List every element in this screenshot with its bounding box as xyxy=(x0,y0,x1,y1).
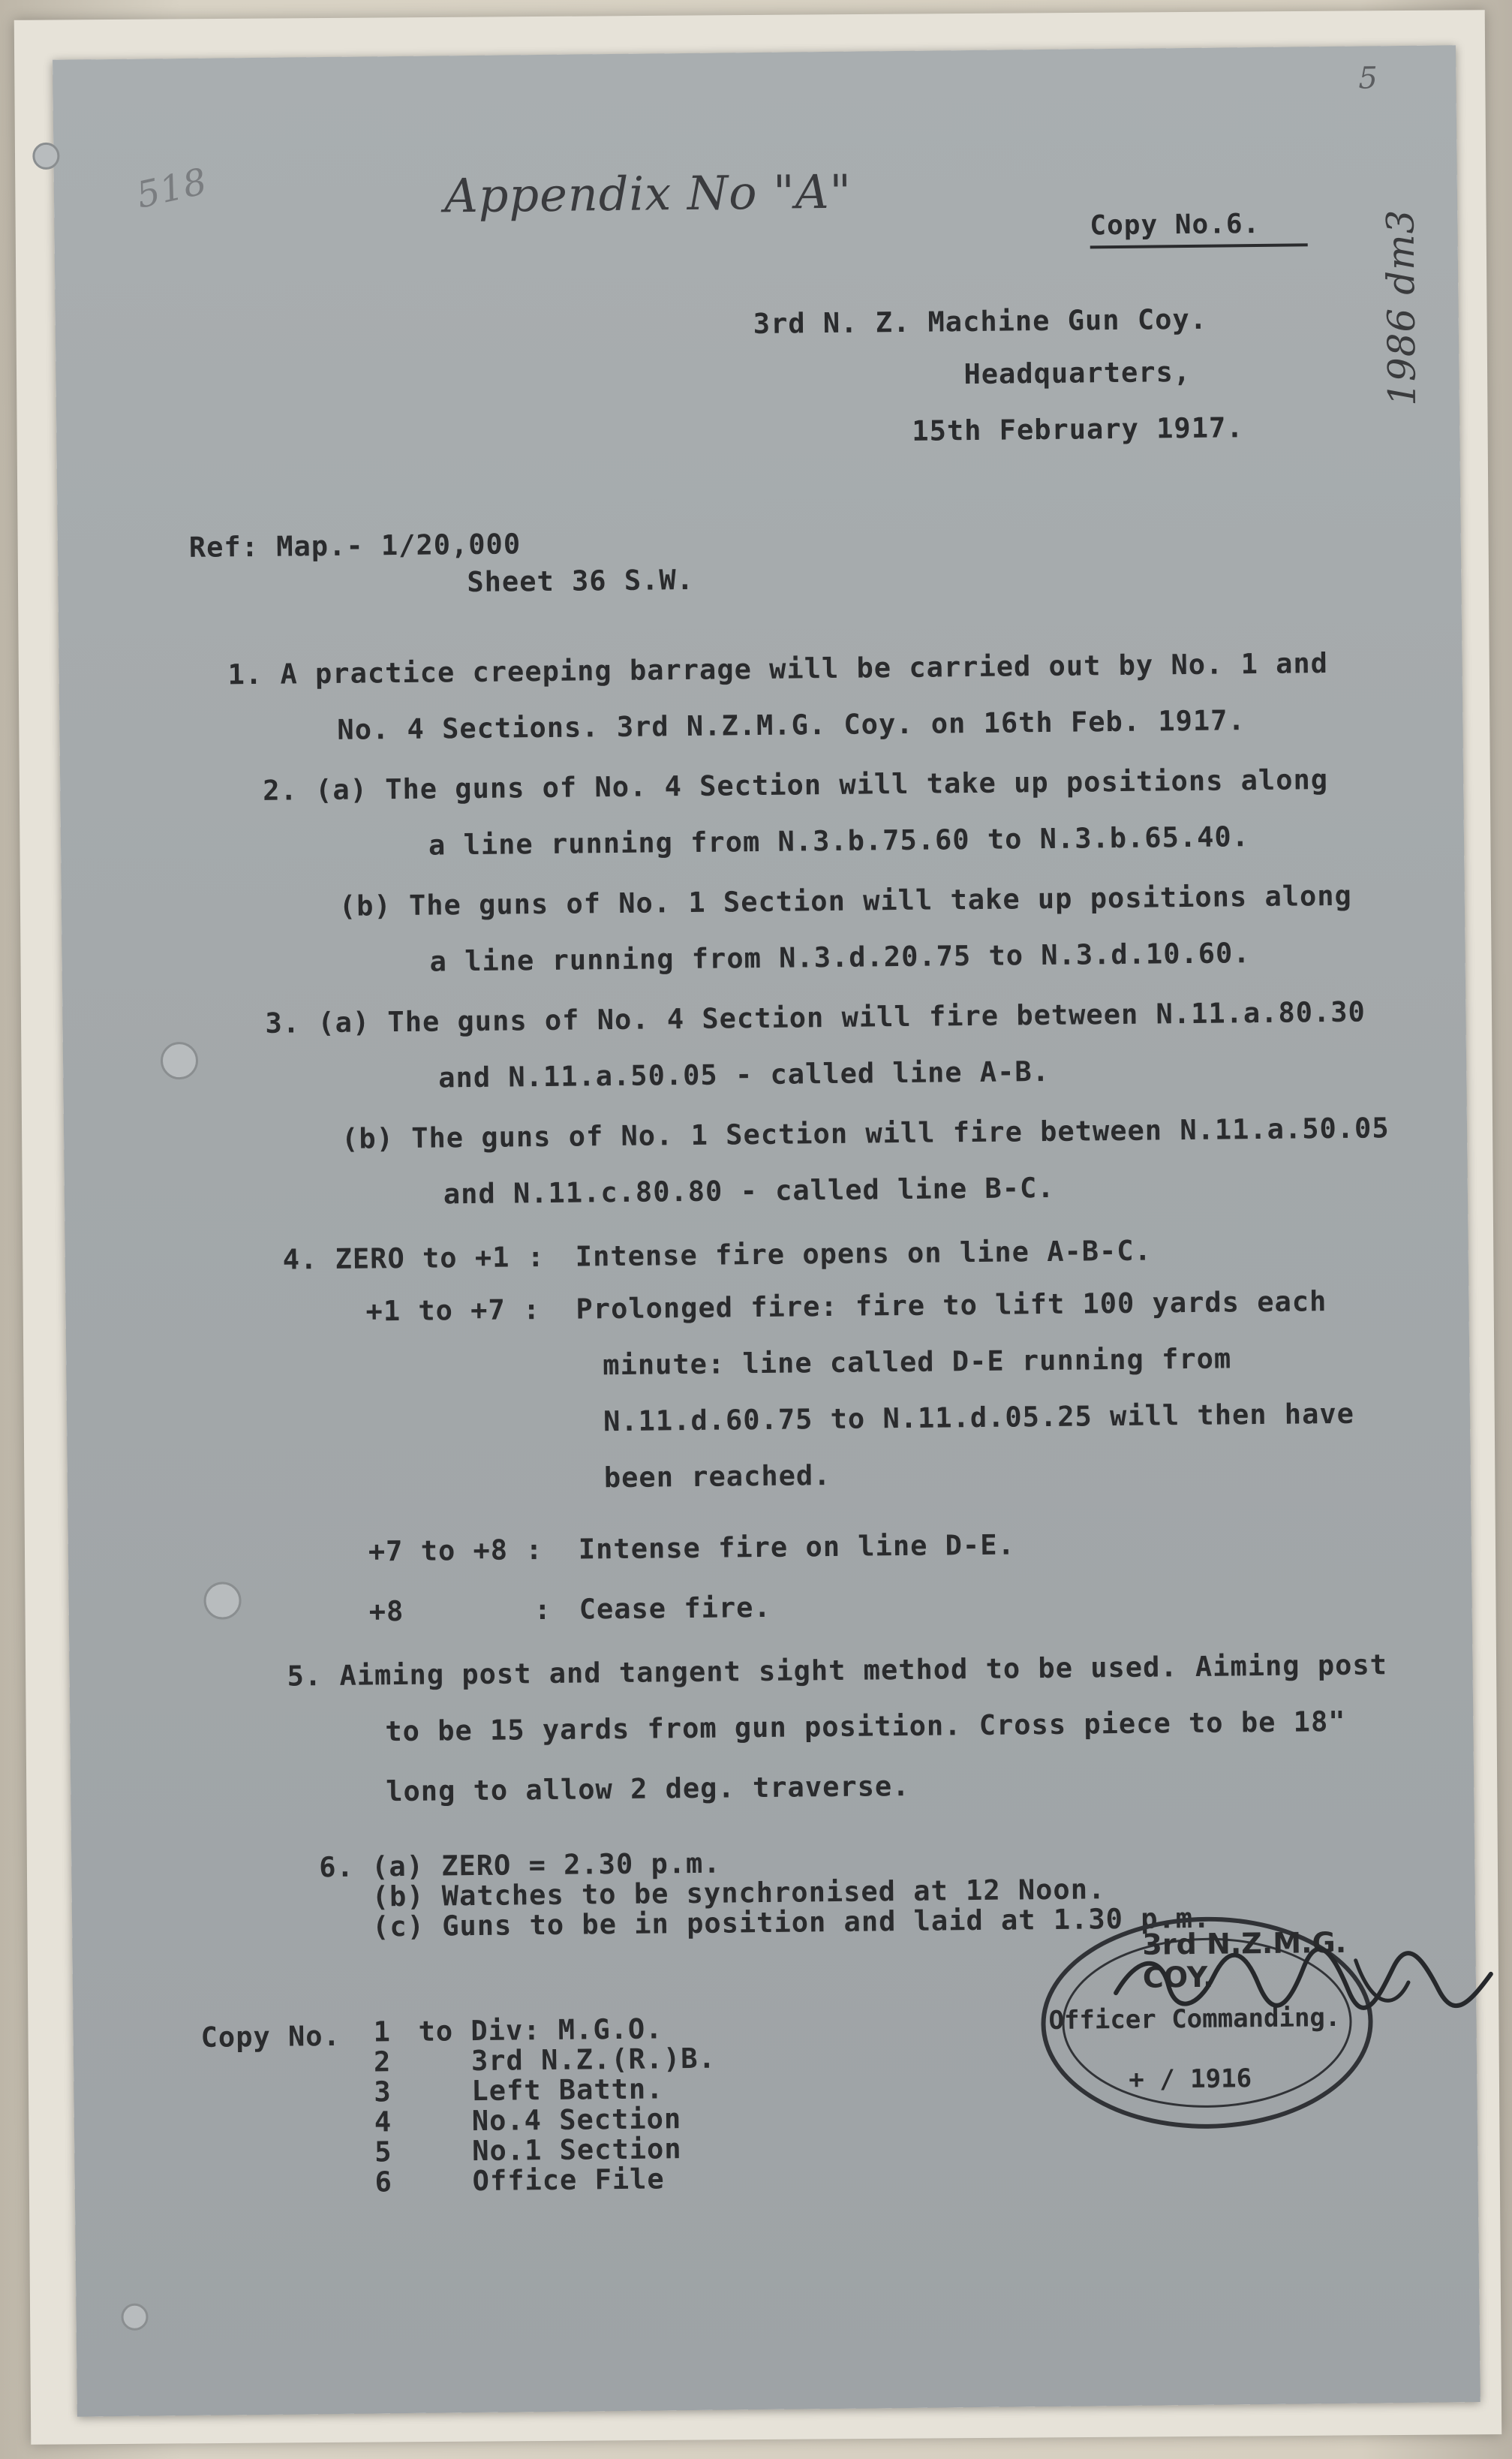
para-5-line-1: 5. Aiming post and tangent sight method to be used. Aiming post xyxy=(287,1648,1388,1693)
para-5-line-2: to be 15 yards from gun position. Cross piece to be 18" xyxy=(385,1705,1346,1748)
para-4-desc-2-line-4: been reached. xyxy=(603,1459,831,1494)
distribution-to-4: No.4 Section xyxy=(471,2102,682,2138)
para-4-desc-1: Intense fire opens on line A-B-C. xyxy=(575,1234,1153,1273)
map-reference: Ref: Map.- 1/20,000 xyxy=(188,528,522,564)
para-4-desc-3: Intense fire on line D-E. xyxy=(578,1528,1015,1566)
copy-number-underline xyxy=(1090,243,1308,248)
page-number: 5 xyxy=(1358,61,1379,96)
unit-name: 3rd N. Z. Machine Gun Coy. xyxy=(753,302,1208,341)
document-page xyxy=(53,45,1480,2416)
map-sheet: Sheet 36 S.W. xyxy=(467,563,695,599)
para-1-line-2: No. 4 Sections. 3rd N.Z.M.G. Coy. on 16th Feb. 1917. xyxy=(337,704,1246,746)
distribution-to-3: Left Battn. xyxy=(471,2072,664,2108)
distribution-no-4: 4 xyxy=(374,2105,392,2138)
para-2b-line-1: (b) The guns of No. 1 Section will take up positions along xyxy=(338,879,1353,923)
distribution-label: Copy No. xyxy=(200,2019,341,2054)
punch-hole xyxy=(203,1582,242,1620)
para-4-desc-2-line-2: minute: line called D-E running from xyxy=(603,1342,1232,1382)
distribution-no-2: 2 xyxy=(373,2045,392,2078)
para-3b-line-2: and N.11.c.80.80 - called line B-C. xyxy=(443,1171,1055,1211)
appendix-heading: Appendix No "A" xyxy=(443,164,852,224)
para-4-time-1: 4. ZERO to +1 : xyxy=(282,1241,546,1276)
punch-hole xyxy=(161,1042,199,1080)
punch-hole xyxy=(32,143,59,170)
margin-note-right: 1986 dm3 xyxy=(1378,209,1424,407)
para-1-line-1: 1. A practice creeping barrage will be carried out by No. 1 and xyxy=(227,647,1329,691)
para-2a-line-1: 2. (a) The guns of No. 4 Section will take up positions along xyxy=(263,763,1329,807)
para-3b-line-1: (b) The guns of No. 1 Section will fire between N.11.a.50.05 xyxy=(341,1112,1390,1155)
para-6-a: 6. (a) ZERO = 2.30 p.m. xyxy=(319,1847,721,1884)
distribution-no-3: 3 xyxy=(374,2075,392,2108)
distribution-no-6: 6 xyxy=(374,2166,393,2199)
margin-note-left: 518 xyxy=(132,160,212,217)
para-4-desc-4: Cease fire. xyxy=(579,1591,771,1626)
distribution-no-1: 1 xyxy=(373,2015,392,2048)
para-5-line-3: long to allow 2 deg. traverse. xyxy=(386,1769,910,1808)
distribution-to-1: to Div: M.G.O. xyxy=(418,2012,663,2048)
para-4-desc-2-line-1: Prolonged fire: fire to lift 100 yards each xyxy=(576,1285,1327,1326)
document-date: 15th February 1917. xyxy=(912,411,1244,447)
punch-hole xyxy=(121,2304,148,2331)
para-4-desc-2-line-3: N.11.d.60.75 to N.11.d.05.25 will then have xyxy=(603,1397,1355,1438)
distribution-to-5: No.1 Section xyxy=(472,2132,682,2168)
para-4-colon-4: : xyxy=(534,1593,552,1627)
distribution-to-2: 3rd N.Z.(R.)B. xyxy=(470,2042,717,2078)
headquarters: Headquarters, xyxy=(963,355,1192,391)
stamp-date-text: + / 1916 xyxy=(1129,2063,1252,2095)
stamp-unit-text: 3rd N.Z.M.G. COY. xyxy=(1142,1925,1347,1994)
copy-number: Copy No.6. xyxy=(1090,208,1261,242)
para-6-c: (c) Guns to be in position and laid at 1.30 p.m. xyxy=(371,1901,1211,1943)
para-6-b: (b) Watches to be synchronised at 12 Noon. xyxy=(371,1873,1106,1913)
signature xyxy=(1108,1937,1498,2023)
distribution-to-6: Office File xyxy=(472,2163,665,2198)
para-4-time-4: +8 xyxy=(368,1595,404,1628)
para-2b-line-2: a line running from N.3.d.20.75 to N.3.d.10.60. xyxy=(429,937,1251,978)
para-4-time-3: +7 to +8 : xyxy=(368,1533,543,1568)
para-3a-line-2: and N.11.a.50.05 - called line A-B. xyxy=(438,1055,1051,1094)
para-3a-line-1: 3. (a) The guns of No. 4 Section will fire between N.11.a.80.30 xyxy=(265,995,1366,1040)
distribution-no-5: 5 xyxy=(374,2135,392,2169)
stamp-role-text: Officer Commanding. xyxy=(1048,2002,1341,2036)
para-2a-line-2: a line running from N.3.b.75.60 to N.3.b.65.40. xyxy=(428,820,1250,862)
para-4-time-2: +1 to +7 : xyxy=(365,1293,541,1328)
